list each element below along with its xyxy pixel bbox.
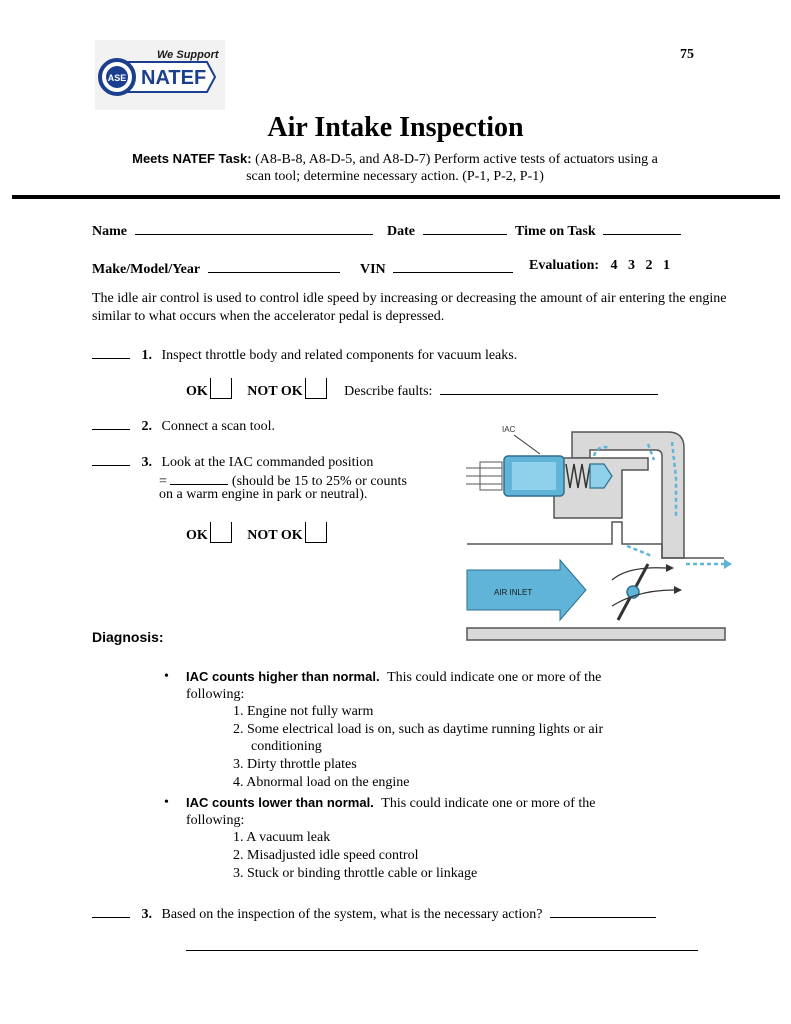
- bullet-1-item-cont: conditioning: [251, 739, 322, 754]
- natef-task-description: [60, 150, 730, 185]
- bullet-1-cont: following:: [186, 687, 245, 702]
- time-group: [515, 220, 681, 240]
- vehicle-info-row: [92, 258, 340, 278]
- vin-label: VIN: [360, 262, 386, 277]
- evaluation-label: Evaluation:: [529, 258, 600, 273]
- ok-checkbox[interactable]: [210, 522, 232, 543]
- step-final: [92, 903, 656, 923]
- step-3-range-text: (should be 15 to 25% or counts: [228, 474, 407, 489]
- step-2-number: 2.: [141, 419, 152, 434]
- meets-line1: (A8-B-8, A8-D-5, and A8-D-7) Perform active tests of actuators using a: [255, 152, 658, 167]
- step-2-text: Connect a scan tool.: [161, 419, 276, 434]
- date-group: [387, 220, 507, 240]
- iac-diagram: [462, 418, 732, 646]
- not-ok-checkbox[interactable]: [305, 378, 327, 399]
- bullet-2-rest: This could indicate one or more of the: [381, 796, 596, 811]
- diagram-iac-label: IAC: [502, 425, 516, 434]
- step-final-text: Based on the inspection of the system, what is the necessary action?: [161, 907, 543, 922]
- name-label: Name: [92, 224, 127, 239]
- meets-line2: scan tool; determine necessary action. (P-1, P-2, P-1): [246, 169, 544, 184]
- step-3: [92, 453, 373, 471]
- diagnosis-heading: Diagnosis:: [92, 629, 164, 645]
- step-3-line3: on a warm engine in park or neutral).: [159, 487, 368, 502]
- date-field[interactable]: [423, 220, 507, 235]
- diagnosis-bullet-2: [186, 794, 686, 829]
- step-3-equals: =: [159, 474, 171, 489]
- name-field[interactable]: [135, 220, 373, 235]
- meets-label: Meets NATEF Task:: [132, 151, 252, 166]
- describe-faults-label: Describe faults:: [344, 384, 433, 399]
- diagnosis-bullet-marker: •: [164, 669, 169, 684]
- necessary-action-field[interactable]: [550, 903, 656, 918]
- bullet-2-bold: IAC counts lower than normal.: [186, 795, 374, 810]
- ok-label: OK: [186, 528, 208, 543]
- ok-checkbox[interactable]: [210, 378, 232, 399]
- vin-group: [360, 258, 513, 278]
- evaluation-scores[interactable]: 4 3 2 1: [610, 258, 671, 273]
- time-on-task-field[interactable]: [603, 220, 681, 235]
- iac-position-field[interactable]: [170, 470, 228, 485]
- describe-faults-field[interactable]: [440, 380, 658, 395]
- diagnosis-bullet-marker: •: [164, 795, 169, 810]
- diagram-air-inlet-label: AIR INLET: [494, 588, 533, 597]
- step-3-number: 3.: [141, 455, 152, 470]
- date-label: Date: [387, 224, 415, 239]
- bullet-1-item: 1. Engine not fully warm: [233, 704, 374, 719]
- make-model-year-label: Make/Model/Year: [92, 262, 201, 277]
- step-1: [92, 346, 517, 364]
- bullet-1-rest: This could indicate one or more of the: [387, 670, 602, 685]
- step-1-check-blank[interactable]: [92, 346, 130, 359]
- header-divider: [12, 195, 780, 199]
- logo-badge: ASE: [107, 73, 127, 83]
- bullet-2-cont: following:: [186, 813, 245, 828]
- page-title: Air Intake Inspection: [267, 112, 524, 143]
- bullet-2-item: 2. Misadjusted idle speed control: [233, 848, 419, 863]
- natef-logo: [95, 40, 225, 110]
- not-ok-checkbox[interactable]: [305, 522, 327, 543]
- intro-paragraph: The idle air control is used to control idle speed by increasing or decreasing the amount of air entering the engine similar to what occurs when the accelerator pedal is depressed.: [92, 291, 727, 324]
- step-2: [92, 417, 275, 435]
- diagnosis-bullet-1: [186, 668, 686, 703]
- page-number: 75: [680, 47, 694, 62]
- bullet-1-item: 3. Dirty throttle plates: [233, 757, 357, 772]
- necessary-action-line-2[interactable]: [186, 950, 698, 951]
- bullet-1-bold: IAC counts higher than normal.: [186, 669, 380, 684]
- bullet-2-item: 1. A vacuum leak: [233, 830, 331, 845]
- step-3-check-blank[interactable]: [92, 453, 130, 466]
- logo-brand: NATEF: [141, 67, 207, 89]
- step-1-text: Inspect throttle body and related components for vacuum leaks.: [161, 348, 518, 363]
- evaluation-group: [529, 258, 670, 274]
- time-on-task-label: Time on Task: [515, 224, 596, 239]
- step-1-number: 1.: [141, 348, 152, 363]
- step-3-ok-row: [186, 522, 329, 544]
- make-model-year-field[interactable]: [208, 258, 340, 273]
- logo-tagline: We Support: [157, 49, 219, 61]
- step-2-check-blank[interactable]: [92, 417, 130, 430]
- not-ok-label: NOT OK: [247, 528, 303, 543]
- vin-field[interactable]: [393, 258, 513, 273]
- step-3-line1: Look at the IAC commanded position: [161, 455, 374, 470]
- bullet-2-item: 3. Stuck or binding throttle cable or linkage: [233, 866, 478, 881]
- student-info-row: [92, 220, 373, 240]
- bullet-1-item: 2. Some electrical load is on, such as daytime running lights or air: [233, 722, 604, 737]
- not-ok-label: NOT OK: [247, 384, 303, 399]
- step-final-check-blank[interactable]: [92, 905, 130, 918]
- step-final-number: 3.: [141, 907, 152, 922]
- bullet-1-item: 4. Abnormal load on the engine: [233, 775, 410, 790]
- ok-label: OK: [186, 384, 208, 399]
- step-1-ok-row: [186, 378, 658, 400]
